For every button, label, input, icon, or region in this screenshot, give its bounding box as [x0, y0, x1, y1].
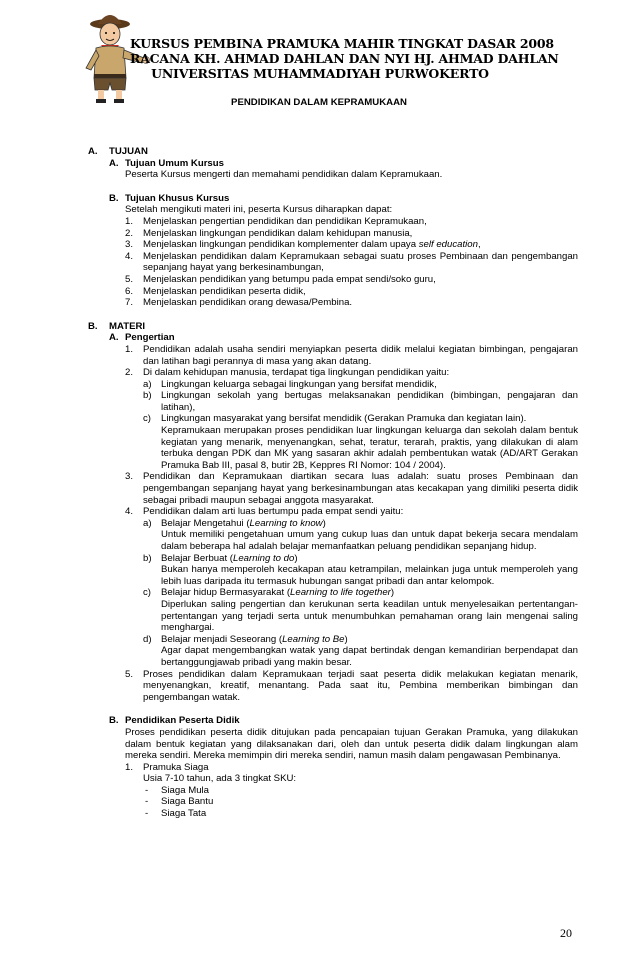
list-text-tail: , — [477, 239, 481, 251]
dash-bullet: - — [145, 796, 149, 808]
sub-list-letter: b) — [143, 552, 152, 564]
sub-list-item — [143, 553, 578, 588]
sub-list-letter: d) — [143, 633, 152, 645]
sub-list-text: Lingkungan keluarga sebagai lingkungan yang bersifat mendidik, — [161, 378, 437, 390]
list-text: Pendidikan adalah usaha sendiri menyiapkan peserta didik melalui kegiatan bimbingan, pengajaran dan latihan bagi perannya di masa yang akan datang. — [143, 343, 578, 367]
list-text: Menjelaskan pendidikan dalam Kepramukaan sebagai suatu proses Pembinaan dan pengembangan sepanjang hayat yang berkesinambungan, — [143, 250, 578, 274]
list-item — [125, 506, 578, 668]
list-number: 1. — [125, 215, 134, 227]
section-b-heading — [88, 321, 578, 333]
dash-bullet: - — [145, 808, 149, 820]
header-line-2: RACANA KH. AHMAD DAHLAN DAN NYI HJ. AHMAD DAHLAN — [130, 51, 559, 66]
list-text: Menjelaskan pendidikan yang betumpu pada empat sendi/soko guru, — [143, 273, 436, 285]
subsection-heading — [109, 715, 578, 727]
list-number: 5. — [125, 273, 134, 285]
header-line-3: UNIVERSITAS MUHAMMADIYAH PURWOKERTO — [151, 66, 489, 81]
sub-list-letter: c) — [143, 413, 151, 425]
section-label: A. — [88, 146, 98, 157]
subsection-heading — [109, 332, 578, 344]
list-text: Pramuka Siaga — [143, 761, 209, 773]
dash-item — [143, 796, 578, 808]
subsection-label: B. — [109, 192, 119, 204]
list-number: 2. — [125, 227, 134, 239]
sub-list-letter: a) — [143, 517, 152, 529]
paragraph: Setelah mengikuti materi ini, peserta Kursus diharapkan dapat: — [125, 204, 393, 216]
sub-list-item — [143, 413, 578, 471]
list-text: Menjelaskan pendidikan peserta didik, — [143, 285, 306, 297]
sub-list-letter: c) — [143, 587, 151, 599]
subsection-title: Tujuan Khusus Kursus — [125, 192, 230, 204]
list-text: Pendidikan dalam arti luas bertumpu pada empat sendi yaitu: — [143, 506, 404, 518]
list-text: Proses pendidikan dalam Kepramukaan terjadi saat peserta didik melakukan kegiatan menarik, menyenangkan, kreatif, menantang. Pada saat itu, Pembina memberikan bimbingan dan pengembangan watak. — [143, 668, 578, 703]
list-text: Pendidikan dan Kepramukaan diartikan secara luas adalah: suatu proses Pembinaan dan pengembangan sepanjang hayat yang berkesinambungan atas kecakapan yang dimiliki peserta didik sebagai pribadi maupun sebagai anggota masyarakat. — [143, 471, 578, 506]
list-item — [125, 344, 578, 367]
sub-list-text: Belajar menjadi Seseorang ( — [161, 633, 283, 645]
list-number: 1. — [125, 761, 134, 773]
subsection-title: Pengertian — [125, 332, 175, 344]
list-text: Menjelaskan lingkungan pendidikan dalam kehidupan manusia, — [143, 227, 413, 239]
section-title: TUJUAN — [109, 146, 148, 157]
list-number: 3. — [125, 471, 134, 483]
course-header — [130, 36, 559, 81]
list-subtext: Usia 7-10 tahun, ada 3 tingkat SKU: — [143, 773, 297, 785]
list-item — [125, 367, 578, 471]
subsection-title: Pendidikan Peserta Didik — [125, 715, 240, 727]
dash-item — [143, 808, 578, 820]
list-number: 4. — [125, 250, 134, 262]
header-line-1: KURSUS PEMBINA PRAMUKA MAHIR TINGKAT DASAR 2008 — [130, 36, 554, 51]
subsection-tujuan-khusus — [109, 193, 578, 309]
list-text: Di dalam kehidupan manusia, terdapat tiga lingkungan pendidikan yaitu: — [143, 367, 450, 379]
dash-item — [143, 785, 578, 797]
sub-list-note: Diperlukan saling pengertian dan kerukunan serta keadilan untuk menyelesaikan pertentangan-pertentangan yang terjadi serta untuk menumbuhkan pemahaman orang lain mengenai saling menghargai. — [161, 598, 578, 634]
sub-list-letter: a) — [143, 378, 152, 390]
subsection-label: B. — [109, 715, 119, 727]
subsection-heading — [109, 193, 578, 205]
section-label: B. — [88, 320, 98, 332]
sub-list-item — [143, 587, 578, 633]
list-number: 1. — [125, 343, 134, 355]
list-item — [125, 216, 578, 228]
sub-list-text: Belajar hidup Bermasyarakat ( — [161, 587, 291, 599]
list-item — [125, 471, 578, 506]
sub-list-text: Lingkungan masyarakat yang bersifat mendidik (Gerakan Pramuka dan kegiatan lain). — [161, 413, 527, 425]
sub-list-text-tail: ) — [390, 587, 395, 599]
sub-list-note: Untuk memiliki pengetahuan umum yang cukup luas dan untuk dapat bekerja secara mendalam dalam beberapa hal adalah belajar memanfaatkan peluang pendidikan sepanjang hidup. — [161, 529, 578, 552]
sub-list-emphasis: Learning to Be — [282, 633, 345, 645]
list-number: 6. — [125, 285, 134, 297]
sub-list-note: Agar dapat mengembangkan watak yang dapat bertindak dengan kemandirian berpendapat dan bertanggungjawab pribadi yang makin besar. — [161, 645, 578, 668]
list-number: 4. — [125, 506, 134, 518]
sub-list-emphasis: Learning to life together — [290, 587, 391, 599]
list-number: 7. — [125, 297, 134, 309]
list-item — [125, 251, 578, 274]
page-number: 20 — [560, 926, 572, 940]
sub-list-emphasis: Learning to know — [249, 517, 323, 529]
section-title: MATERI — [109, 320, 146, 332]
list-item — [125, 669, 578, 704]
section-a-heading — [88, 146, 578, 158]
subsection-pendidikan-peserta-didik — [109, 715, 578, 819]
sub-list-text-tail: ) — [294, 552, 298, 564]
sub-list-text: Belajar Berbuat ( — [161, 552, 233, 564]
dash-text: Siaga Mula — [161, 784, 209, 796]
sub-list-note: Kepramukaan merupakan proses pendidikan luar lingkungan keluarga dan sekolah dalam bentuk kegiatan yang menarik, menyenangkan, sehat, teratur, terarah, praktis, yang dilakukan di alam terbuka dengan PDK dan MK yang sasaran akhir adalah pembentukan watak (AD/ART Gerakan Pramuka Bab III, pasal 8, butir 2B, Keppres RI Nomor: 104 / 2004). — [161, 425, 578, 471]
subsection-pengertian — [109, 332, 578, 703]
subsection-heading — [109, 158, 578, 170]
list-item — [125, 297, 578, 309]
dash-bullet: - — [145, 784, 149, 796]
list-number: 5. — [125, 668, 134, 680]
sub-list-letter: b) — [143, 390, 152, 402]
list-item — [125, 239, 578, 251]
sub-list-item — [143, 379, 578, 391]
sub-list-text: Belajar Mengetahui ( — [161, 517, 250, 529]
list-text: Menjelaskan pendidikan orang dewasa/Pembina. — [143, 297, 353, 309]
subsection-label: A. — [109, 332, 119, 344]
subsection-title: Tujuan Umum Kursus — [125, 157, 224, 169]
dash-text: Siaga Tata — [161, 808, 207, 820]
paragraph: Proses pendidikan peserta didik ditujukan pada pencapaian tujuan Gerakan Pramuka, yang dilakukan dalam bentuk kegiatan yang dilaksanakan dari, oleh dan untuk peserta didik dalam lingkungan alam mereka sendiri. Mereka memimpin diri mereka sendiri, namun masih dalam pengawasan Pembinanya. — [125, 726, 578, 762]
list-text: Menjelaskan lingkungan pendidikan komplementer dalam upaya — [143, 239, 419, 251]
list-item — [125, 286, 578, 298]
paragraph: Peserta Kursus mengerti dan memahami pendidikan dalam Kepramukaan. — [125, 169, 443, 181]
list-item — [125, 274, 578, 286]
sub-list-item — [143, 634, 578, 669]
sub-list-text-tail: ) — [344, 633, 348, 645]
dash-text: Siaga Bantu — [161, 796, 214, 808]
list-number: 3. — [125, 239, 134, 251]
subsection-tujuan-umum — [109, 158, 578, 181]
sub-list-emphasis: Learning to do — [233, 552, 295, 564]
subsection-label: A. — [109, 157, 119, 169]
sub-list-item — [143, 518, 578, 553]
list-text: Menjelaskan pengertian pendidikan dan pendidikan Kepramukaan, — [143, 215, 427, 227]
list-item — [125, 762, 578, 820]
sub-list-text: Lingkungan sekolah yang bertugas melaksanakan pendidikan (bimbingan, pengajaran dan latihan), — [161, 390, 578, 413]
sub-list-text-tail: ) — [322, 517, 326, 529]
document-title: PENDIDIKAN DALAM KEPRAMUKAAN — [231, 97, 407, 108]
list-number: 2. — [125, 367, 134, 379]
list-text-emphasis: self education — [418, 239, 478, 251]
sub-list-note: Bukan hanya memperoleh kecakapan atau ketrampilan, melainkan juga untuk memperoleh yang lebih luas daripada itu termasuk hubungan sangat pribadi dan antar kelompok. — [161, 564, 578, 587]
list-item — [125, 228, 578, 240]
sub-list-item — [143, 390, 578, 413]
document-body — [88, 146, 578, 820]
